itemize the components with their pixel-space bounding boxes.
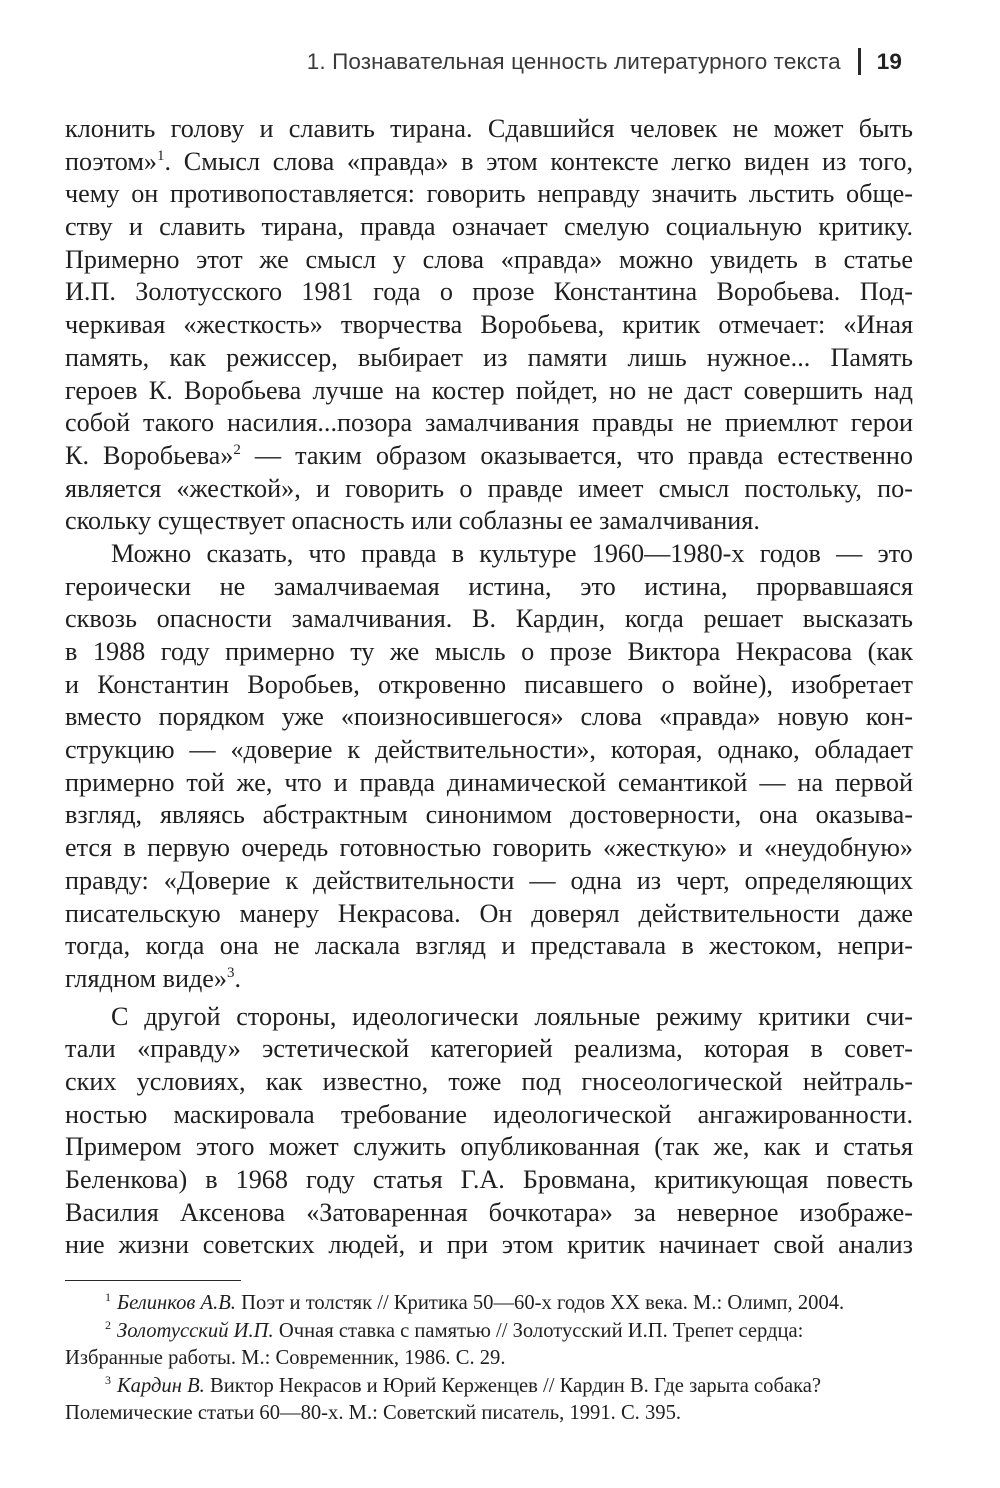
text-line: Можно сказать, что правда в культуре 1960—1980-х годов — это [111,538,913,568]
text-line: Примером этого может служить опубликованная (так же, как и статья [65,1132,913,1162]
text-line: взгляд, являясь абстрактным синонимом достоверности, она оказыва- [65,800,913,830]
text-line: ностью маскировала требование идеологической ангажированности. [65,1099,913,1129]
main-text [65,113,913,1262]
text-line: Беленкова) в 1968 году статья Г.А. Бровмана, критикующая повесть [65,1165,913,1194]
text-line: глядном виде»$^3$. [65,963,242,993]
text-line: И.П. Золотусского 1981 года о прозе Константина Воробьева. Под- [65,277,913,307]
text-line: тогда, когда она не ласкала взгляд и представала в жестоком, непри- [65,931,913,961]
text-line: примерно той же, что и правда динамической семантикой — на первой [65,767,913,797]
text-line: клонить голову и славить тирана. Сдавшийся человек не может быть [65,114,913,143]
footnote-ref: 1 [157,147,165,164]
text-line: героев К. Воробьева лучше на костер пойдет, но не даст совершить над [65,375,913,405]
footnote-2: $^2$ Золотусский И.П. Очная ставка с памятью // Золотусский И.П. Трепет сердца: [105,1317,804,1342]
text-line: является «жесткой», и говорить о правде имеет смысл постольку, по- [65,473,913,503]
text-line: ние жизни советских людей, и при этом критик начинает свой анализ [65,1230,913,1260]
footnote-3-continuation: Полемические статьи 60—80-х. М.: Советский писатель, 1991. С. 395. [65,1402,682,1425]
text-line: собой такого насилия...позора замалчивания правды не приемлют герои [65,408,913,438]
text-line: в 1988 году примерно ту же мысль о прозе Виктора Некрасова (как [65,637,913,666]
running-header [307,48,902,75]
header-divider [858,48,861,75]
footnote-ref: 2 [233,441,241,458]
text-line: и Константин Воробьев, откровенно писавшего о войне), изобретает [65,669,913,699]
footnote-ref: 3 [227,964,235,981]
text-line: скольку существует опасность или соблазны ее замалчивания. [65,506,760,536]
chapter-title: 1. Познавательная ценность литературного текста [306,48,841,74]
text-line: струкцию — «доверие к действительности», которая, однако, обладает [65,735,913,765]
text-line: ству и славить тирана, правда означает смелую социальную критику. [65,212,913,242]
text-line: писательскую манеру Некрасова. Он доверял действительности даже [65,898,913,928]
text-line: правду: «Доверие к действительности — одна из черт, определяющих [65,865,913,895]
text-line: С другой стороны, идеологически лояльные режиму критики счи- [111,1001,913,1031]
text-line: тали «правду» эстетической категорией реализма, которая в совет- [65,1034,913,1064]
footnote-2-continuation: Избранные работы. М.: Современник, 1986. С. 29. [65,1347,506,1370]
text-line: Василия Аксенова «Затоваренная бочкотара» за неверное изображе- [65,1197,913,1227]
footnote-divider [65,1280,241,1281]
footnote-3: $^3$ Кардин В. Виктор Некрасов и Юрий Керженцев // Кардин В. Где зарыта собака? [105,1372,822,1397]
text-line: черкивая «жесткость» творчества Воробьева, критик отмечает: «Иная [65,310,913,340]
footnotes [65,1290,915,1428]
text-line: ется в первую очередь готовностью говорить «жесткую» и «неудобную» [65,833,913,863]
text-line: сквозь опасности замалчивания. В. Кардин, когда решает высказать [65,604,913,634]
text-line: К. Воробьева»$^2$ — таким образом оказывается, что правда естественно [65,440,913,470]
text-line: героически не замалчиваемая истина, это истина, прорвавшаяся [65,571,913,601]
text-line: Примерно этот же смысл у слова «правда» можно увидеть в статье [65,244,913,274]
footnote-1: $^1$ Белинков А.В. Поэт и толстяк // Критика 50—60-х годов XX века. М.: Олимп, 2004. [105,1290,845,1314]
text-line: ских условиях, как известно, тоже под гносеологической нейтраль- [65,1066,913,1096]
page-number: 19 [876,48,902,74]
text-line: поэтом»$^1$. Смысл слова «правда» в этом контексте легко виден из того, [65,146,913,176]
text-line: память, как режиссер, выбирает из памяти лишь нужное... Память [65,342,913,372]
text-line: чему он противопоставляется: говорить неправду значить льстить обще- [65,179,913,209]
text-line: вместо порядком уже «поизносившегося» слова «правда» новую кон- [65,702,913,732]
